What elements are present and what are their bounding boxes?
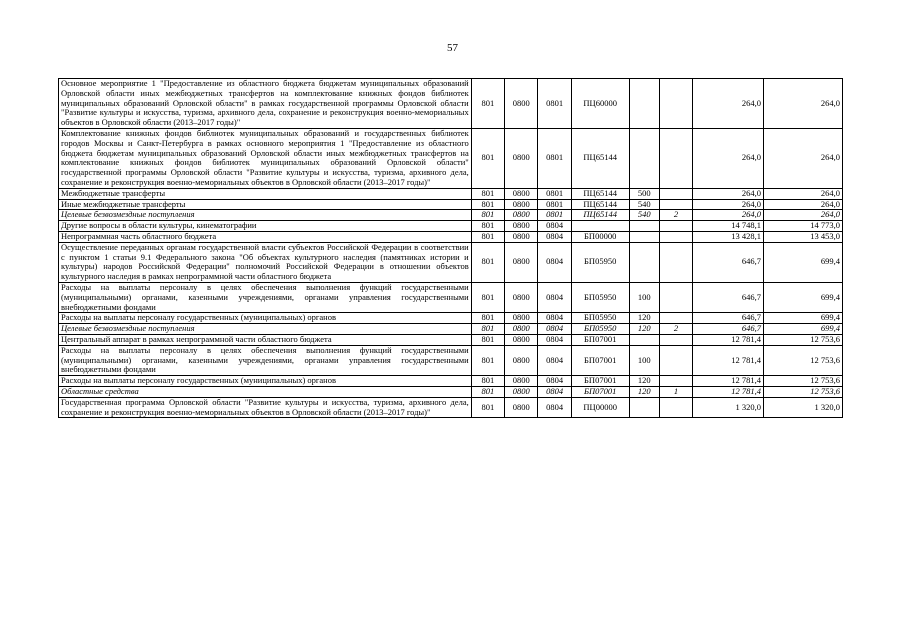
amount-year-2: 13 453,0	[764, 231, 843, 242]
section-code: 0800	[505, 242, 538, 282]
amount-year-1: 264,0	[693, 210, 764, 221]
amount-year-2: 12 753,6	[764, 376, 843, 387]
expense-type-code: 540	[629, 199, 659, 210]
row-name: Расходы на выплаты персоналу государственных (муниципальных) органов	[59, 313, 472, 324]
target-article-code: БП05950	[571, 324, 629, 335]
section-code: 0800	[505, 282, 538, 312]
amount-year-1: 264,0	[693, 128, 764, 188]
table-row	[59, 313, 843, 324]
subsection-code: 0804	[538, 242, 571, 282]
row-name: Целевые безвозмездные поступления	[59, 324, 472, 335]
amount-year-1: 13 428,1	[693, 231, 764, 242]
ministry-code: 801	[471, 324, 504, 335]
row-name: Комплектование книжных фондов библиотек муниципальных образований и государственных библиотек городов Москвы и Санкт-Петербурга в рамках основного мероприятия 1 "Предоставление из областного бюджета бюджетам муниципальных образований Орловской области иных межбюджетных трансфертов на комплектование книжных фондов библиотек муниципальных образований Орловской области" государственной программы Орловской области "Развитие культуры и искусства, туризма, архивного дела, сохранение и реконструкция военно-мемориальных объектов в Орловской области (2013–2017 годы)"	[59, 128, 472, 188]
subsection-code: 0801	[538, 210, 571, 221]
row-name: Иные межбюджетные трансферты	[59, 199, 472, 210]
target-article-code: ПЦ65144	[571, 199, 629, 210]
table-row	[59, 345, 843, 375]
section-code: 0800	[505, 79, 538, 129]
ministry-code: 801	[471, 128, 504, 188]
amount-year-1: 646,7	[693, 242, 764, 282]
target-article-code: БП07001	[571, 334, 629, 345]
amount-year-2: 264,0	[764, 128, 843, 188]
ministry-code: 801	[471, 345, 504, 375]
amount-year-2: 699,4	[764, 313, 843, 324]
expense-type-code	[629, 128, 659, 188]
target-article-code: ПЦ65144	[571, 188, 629, 199]
target-article-code	[571, 221, 629, 232]
subsection-code: 0801	[538, 79, 571, 129]
table-row	[59, 79, 843, 129]
ministry-code: 801	[471, 313, 504, 324]
table-row	[59, 199, 843, 210]
target-article-code: БП05950	[571, 282, 629, 312]
target-article-code: БП07001	[571, 386, 629, 397]
section-code: 0800	[505, 231, 538, 242]
ministry-code: 801	[471, 242, 504, 282]
ministry-code: 801	[471, 231, 504, 242]
amount-year-2: 12 753,6	[764, 386, 843, 397]
expense-type-code: 100	[629, 282, 659, 312]
target-article-code: ПЦ60000	[571, 79, 629, 129]
funding-source-code	[659, 313, 692, 324]
ministry-code: 801	[471, 210, 504, 221]
target-article-code: БП07001	[571, 345, 629, 375]
budget-table-body	[59, 79, 843, 418]
expense-type-code	[629, 397, 659, 418]
subsection-code: 0804	[538, 345, 571, 375]
table-row	[59, 210, 843, 221]
amount-year-2: 699,4	[764, 282, 843, 312]
row-name: Расходы на выплаты персоналу государственных (муниципальных) органов	[59, 376, 472, 387]
amount-year-1: 264,0	[693, 188, 764, 199]
expense-type-code: 120	[629, 324, 659, 335]
amount-year-1: 264,0	[693, 79, 764, 129]
ministry-code: 801	[471, 221, 504, 232]
target-article-code: ПЦ00000	[571, 397, 629, 418]
subsection-code: 0804	[538, 231, 571, 242]
funding-source-code	[659, 397, 692, 418]
amount-year-1: 12 781,4	[693, 376, 764, 387]
row-name: Осуществление переданных органам государственной власти субъектов Российской Федерации в соответствии с пунктом 1 статьи 9.1 Федерального закона "Об объектах культурного наследия (памятниках истории и культуры) народов Российской Федерации" полномочий Российской Федерации в отношении объектов культурного наследия в рамках непрограммной части областного бюджета	[59, 242, 472, 282]
funding-source-code	[659, 334, 692, 345]
subsection-code: 0804	[538, 221, 571, 232]
target-article-code: БП05950	[571, 313, 629, 324]
subsection-code: 0804	[538, 386, 571, 397]
amount-year-2: 12 753,6	[764, 334, 843, 345]
expense-type-code: 500	[629, 188, 659, 199]
subsection-code: 0804	[538, 282, 571, 312]
funding-source-code	[659, 79, 692, 129]
row-name: Другие вопросы в области культуры, кинематографии	[59, 221, 472, 232]
target-article-code: БП07001	[571, 376, 629, 387]
table-row	[59, 376, 843, 387]
table-row	[59, 334, 843, 345]
subsection-code: 0801	[538, 199, 571, 210]
row-name: Целевые безвозмездные поступления	[59, 210, 472, 221]
section-code: 0800	[505, 376, 538, 387]
table-row	[59, 397, 843, 418]
section-code: 0800	[505, 188, 538, 199]
ministry-code: 801	[471, 397, 504, 418]
amount-year-2: 1 320,0	[764, 397, 843, 418]
amount-year-1: 646,7	[693, 313, 764, 324]
amount-year-1: 14 748,1	[693, 221, 764, 232]
subsection-code: 0804	[538, 376, 571, 387]
subsection-code: 0804	[538, 334, 571, 345]
funding-source-code	[659, 128, 692, 188]
row-name: Межбюджетные трансферты	[59, 188, 472, 199]
amount-year-1: 1 320,0	[693, 397, 764, 418]
funding-source-code	[659, 242, 692, 282]
amount-year-2: 14 773,0	[764, 221, 843, 232]
expense-type-code: 120	[629, 313, 659, 324]
budget-table	[58, 78, 843, 418]
ministry-code: 801	[471, 334, 504, 345]
amount-year-2: 264,0	[764, 79, 843, 129]
section-code: 0800	[505, 324, 538, 335]
row-name: Государственная программа Орловской области "Развитие культуры и искусства, туризма, архивного дела, сохранение и реконструкция военно-мемориальных объектов в Орловской области (2013–2017 годы)"	[59, 397, 472, 418]
expense-type-code	[629, 221, 659, 232]
expense-type-code	[629, 242, 659, 282]
funding-source-code	[659, 282, 692, 312]
funding-source-code	[659, 345, 692, 375]
table-row	[59, 324, 843, 335]
amount-year-1: 646,7	[693, 282, 764, 312]
row-name: Расходы на выплаты персоналу в целях обеспечения выполнения функций государственными (муниципальными) органами, казенными учреждениями, органами управления государственными внебюджетными фондами	[59, 345, 472, 375]
ministry-code: 801	[471, 282, 504, 312]
amount-year-1: 12 781,4	[693, 334, 764, 345]
target-article-code: БП00000	[571, 231, 629, 242]
amount-year-1: 646,7	[693, 324, 764, 335]
amount-year-2: 12 753,6	[764, 345, 843, 375]
subsection-code: 0804	[538, 313, 571, 324]
section-code: 0800	[505, 313, 538, 324]
section-code: 0800	[505, 345, 538, 375]
ministry-code: 801	[471, 386, 504, 397]
funding-source-code	[659, 231, 692, 242]
funding-source-code	[659, 376, 692, 387]
funding-source-code	[659, 199, 692, 210]
amount-year-2: 264,0	[764, 199, 843, 210]
funding-source-code	[659, 188, 692, 199]
table-row	[59, 242, 843, 282]
section-code: 0800	[505, 386, 538, 397]
target-article-code: ПЦ65144	[571, 128, 629, 188]
ministry-code: 801	[471, 188, 504, 199]
subsection-code: 0804	[538, 397, 571, 418]
funding-source-code: 2	[659, 210, 692, 221]
expense-type-code	[629, 231, 659, 242]
table-row	[59, 188, 843, 199]
section-code: 0800	[505, 221, 538, 232]
expense-type-code: 100	[629, 345, 659, 375]
section-code: 0800	[505, 210, 538, 221]
section-code: 0800	[505, 334, 538, 345]
row-name: Основное мероприятие 1 "Предоставление из областного бюджета бюджетам муниципальных образований Орловской области иных межбюджетных трансфертов на комплектование книжных фондов библиотек муниципальных образований Орловской области" в рамках государственной программы Орловской области "Развитие культуры и искусства, туризма, архивного дела, сохранение и реконструкция военно-мемориальных объектов в Орловской области (2013–2017 годы)"	[59, 79, 472, 129]
funding-source-code	[659, 221, 692, 232]
amount-year-1: 264,0	[693, 199, 764, 210]
expense-type-code: 540	[629, 210, 659, 221]
amount-year-1: 12 781,4	[693, 345, 764, 375]
expense-type-code	[629, 334, 659, 345]
expense-type-code: 120	[629, 376, 659, 387]
target-article-code: ПЦ65144	[571, 210, 629, 221]
subsection-code: 0801	[538, 128, 571, 188]
table-row	[59, 128, 843, 188]
ministry-code: 801	[471, 79, 504, 129]
funding-source-code: 2	[659, 324, 692, 335]
row-name: Областные средства	[59, 386, 472, 397]
row-name: Центральный аппарат в рамках непрограммной части областного бюджета	[59, 334, 472, 345]
amount-year-2: 264,0	[764, 188, 843, 199]
amount-year-1: 12 781,4	[693, 386, 764, 397]
funding-source-code: 1	[659, 386, 692, 397]
amount-year-2: 264,0	[764, 210, 843, 221]
ministry-code: 801	[471, 199, 504, 210]
table-row	[59, 386, 843, 397]
expense-type-code: 120	[629, 386, 659, 397]
amount-year-2: 699,4	[764, 242, 843, 282]
ministry-code: 801	[471, 376, 504, 387]
amount-year-2: 699,4	[764, 324, 843, 335]
expense-type-code	[629, 79, 659, 129]
table-row	[59, 231, 843, 242]
target-article-code: БП05950	[571, 242, 629, 282]
section-code: 0800	[505, 128, 538, 188]
section-code: 0800	[505, 199, 538, 210]
table-row	[59, 221, 843, 232]
page-number: 57	[447, 42, 458, 54]
subsection-code: 0801	[538, 188, 571, 199]
table-row	[59, 282, 843, 312]
section-code: 0800	[505, 397, 538, 418]
row-name: Расходы на выплаты персоналу в целях обеспечения выполнения функций государственными (муниципальными) органами, казенными учреждениями, органами управления государственными внебюджетными фондами	[59, 282, 472, 312]
row-name: Непрограммная часть областного бюджета	[59, 231, 472, 242]
subsection-code: 0804	[538, 324, 571, 335]
